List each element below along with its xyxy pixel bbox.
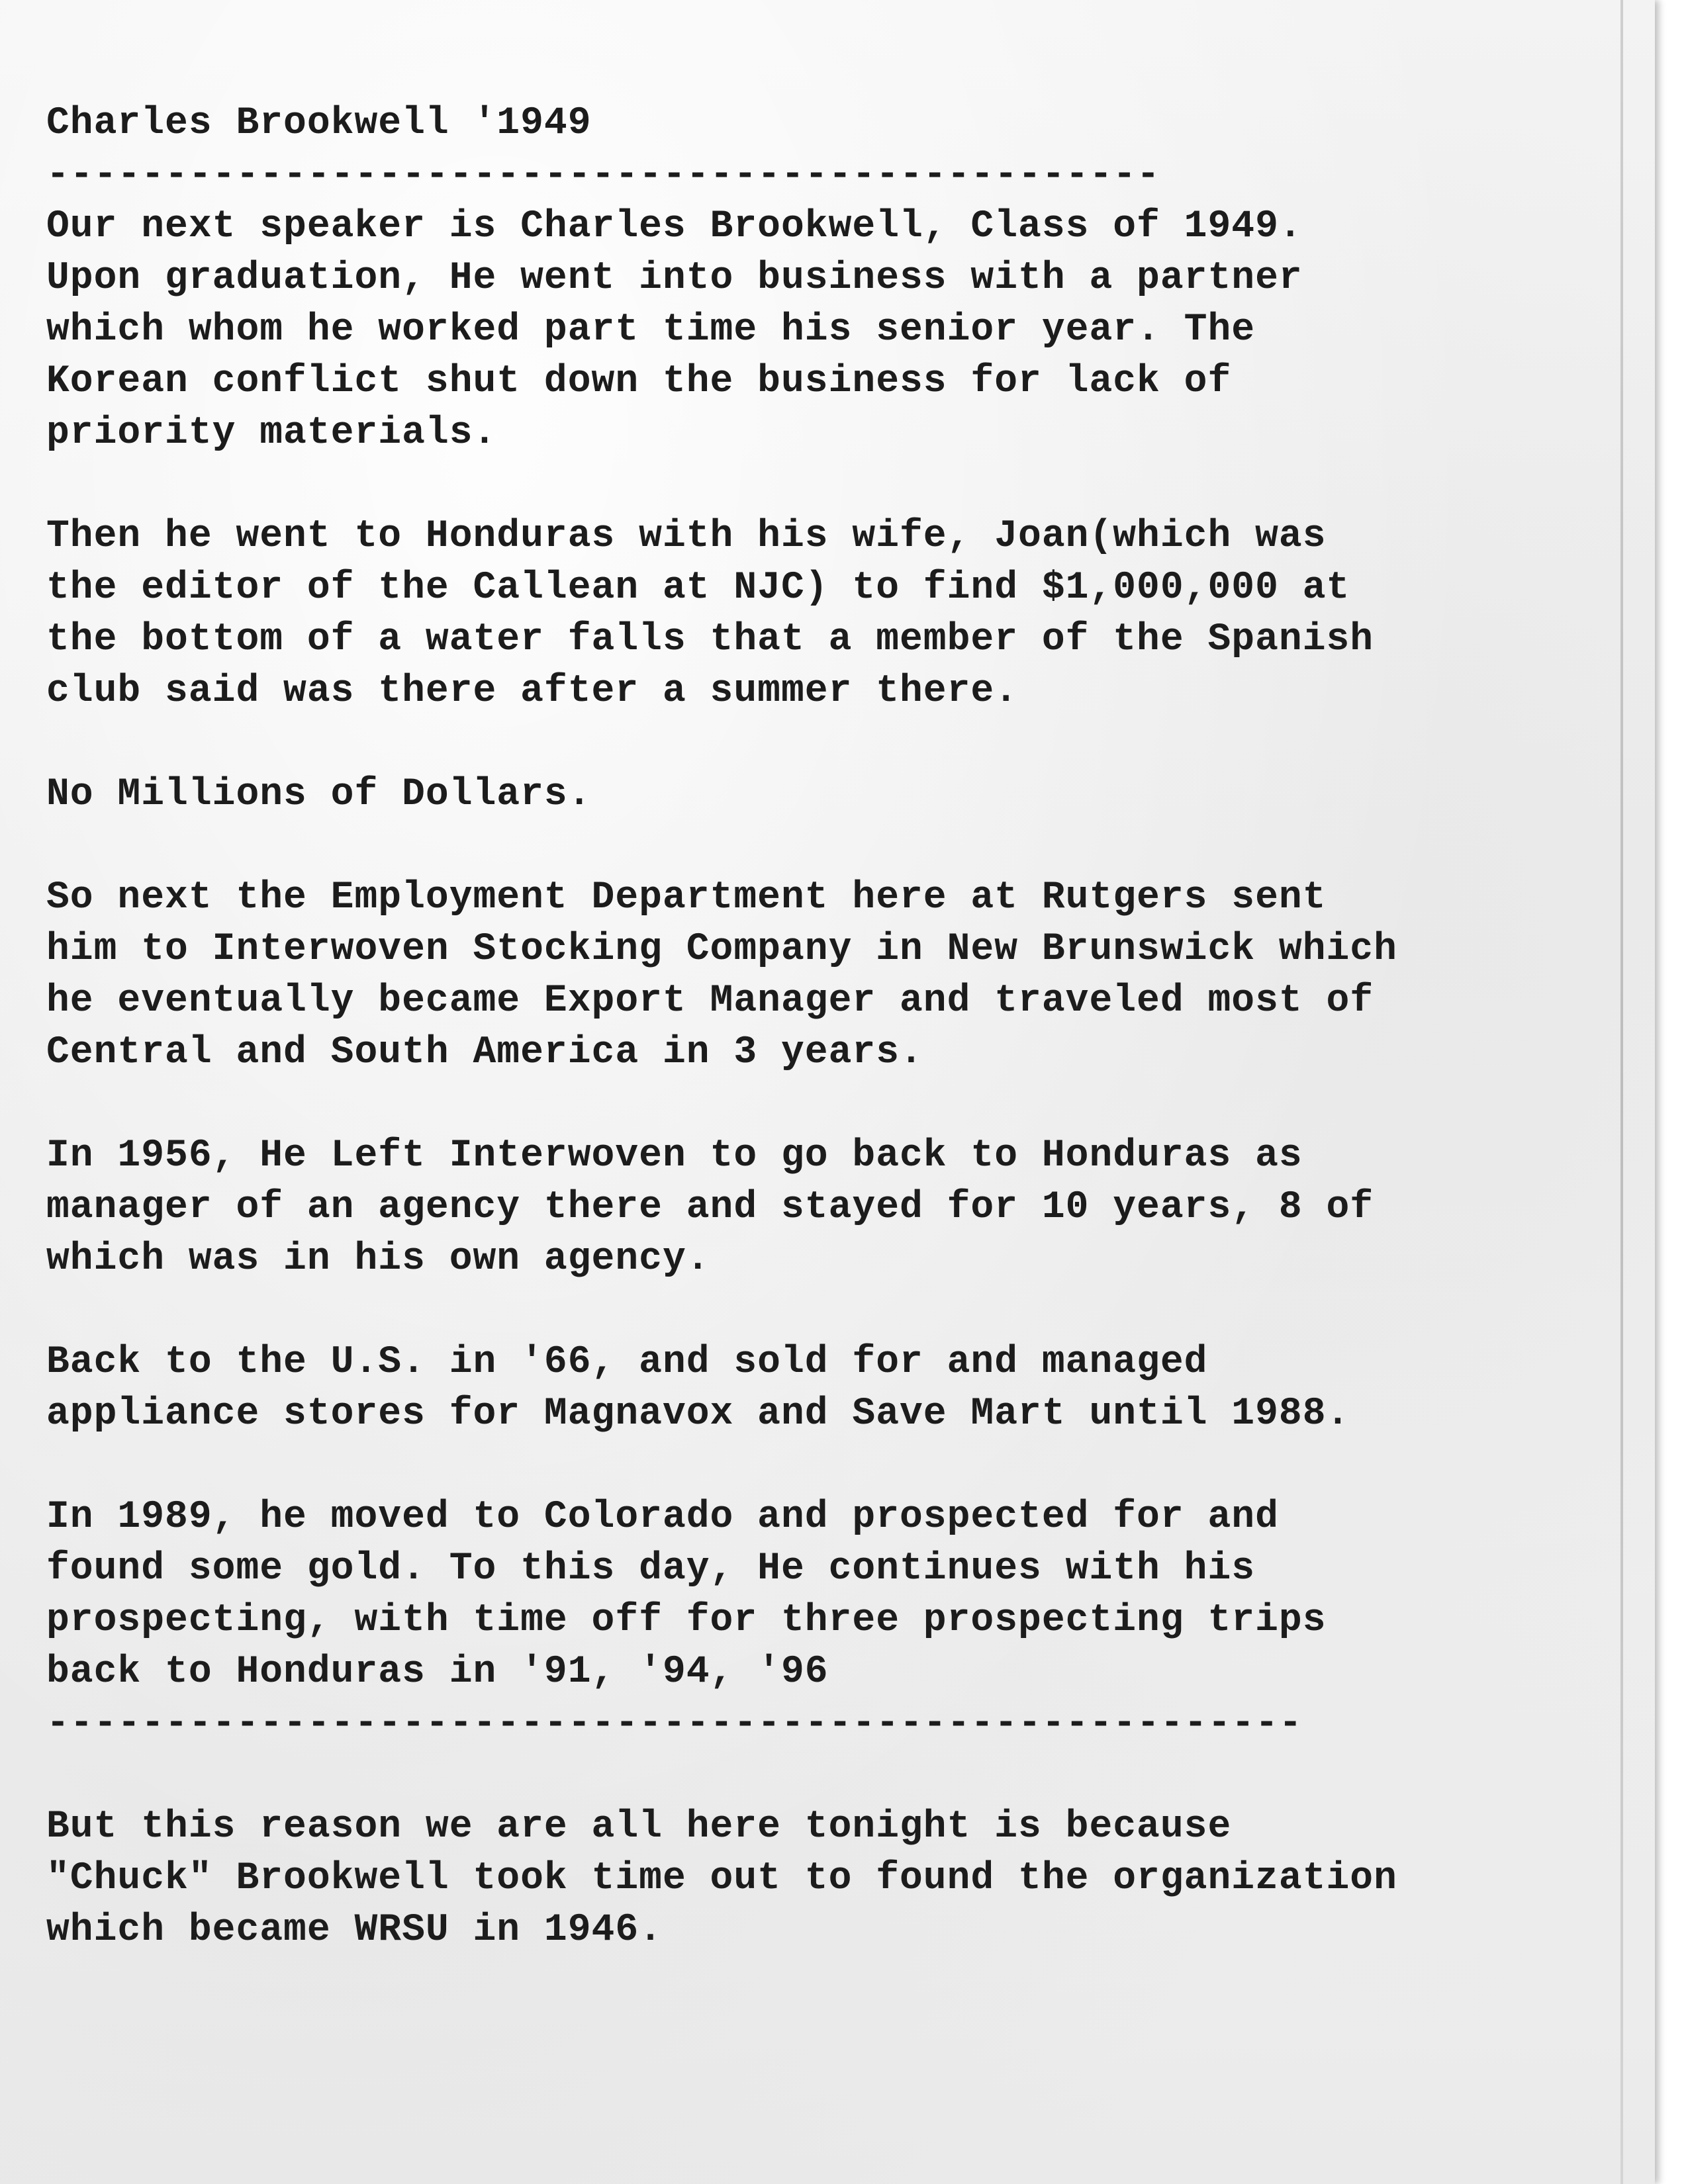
paragraph-7 <box>46 1492 1622 1698</box>
text-line: which was in his own agency. <box>46 1238 710 1281</box>
text-line: found some gold. To this day, He continues with his <box>46 1547 1256 1590</box>
text-line: he eventually became Export Manager and traveled most of <box>46 979 1374 1023</box>
text-line: In 1956, He Left Interwoven to go back to Honduras as <box>46 1134 1303 1177</box>
rule-top: ----------------------------------------------- <box>46 154 1160 197</box>
text-line: prospecting, with time off for three prospecting trips <box>46 1599 1327 1642</box>
text-line: In 1989, he moved to Colorado and prospected for and <box>46 1496 1279 1539</box>
paragraph-3 <box>46 769 1622 821</box>
text-line: Then he went to Honduras with his wife, Joan(which was <box>46 515 1327 558</box>
text-line: which became WRSU in 1946. <box>46 1909 663 1952</box>
paragraph-gap <box>46 1285 1622 1337</box>
text-line: manager of an agency there and stayed for 10 years, 8 of <box>46 1186 1374 1229</box>
paragraph-4 <box>46 872 1622 1079</box>
paragraph-gap <box>46 821 1622 872</box>
paragraph-2 <box>46 511 1622 717</box>
text-line: priority materials. <box>46 412 497 455</box>
text-line: "Chuck" Brookwell took time out to found the organization <box>46 1857 1397 1900</box>
paragraph-gap <box>46 1440 1622 1492</box>
text-line: Korean conflict shut down the business for lack of <box>46 360 1232 403</box>
text-line: Upon graduation, He went into business with a partner <box>46 257 1303 300</box>
paragraph-gap <box>46 459 1622 511</box>
text-line: back to Honduras in '91, '94, '96 <box>46 1651 829 1694</box>
paragraph-6 <box>46 1337 1622 1440</box>
closing-paragraph <box>46 1801 1622 1956</box>
text-line: Our next speaker is Charles Brookwell, Class of 1949. <box>46 205 1303 248</box>
text-line: which whom he worked part time his senior year. The <box>46 308 1256 351</box>
text-line: the bottom of a water falls that a member of the Spanish <box>46 618 1374 661</box>
document-title: Charles Brookwell '1949 <box>46 102 592 145</box>
typed-document <box>46 98 1622 1956</box>
text-line: him to Interwoven Stocking Company in New Brunswick which <box>46 928 1397 971</box>
text-line: Central and South America in 3 years. <box>46 1031 923 1074</box>
paragraph-1 <box>46 201 1622 459</box>
rule-bottom: ----------------------------------------------------- <box>46 1702 1303 1745</box>
text-line: appliance stores for Magnavox and Save Mart until 1988. <box>46 1392 1350 1435</box>
text-line: But this reason we are all here tonight is because <box>46 1805 1232 1848</box>
text-line: So next the Employment Department here at Rutgers sent <box>46 876 1327 919</box>
text-line: club said was there after a summer there. <box>46 670 1019 713</box>
text-line: No Millions of Dollars. <box>46 773 592 816</box>
text-line: the editor of the Callean at NJC) to find $1,000,000 at <box>46 567 1350 610</box>
paragraph-gap <box>46 1750 1622 1801</box>
paragraph-gap <box>46 1079 1622 1130</box>
paragraph-5 <box>46 1130 1622 1285</box>
text-line: Back to the U.S. in '66, and sold for and managed <box>46 1341 1208 1384</box>
paragraph-gap <box>46 717 1622 769</box>
